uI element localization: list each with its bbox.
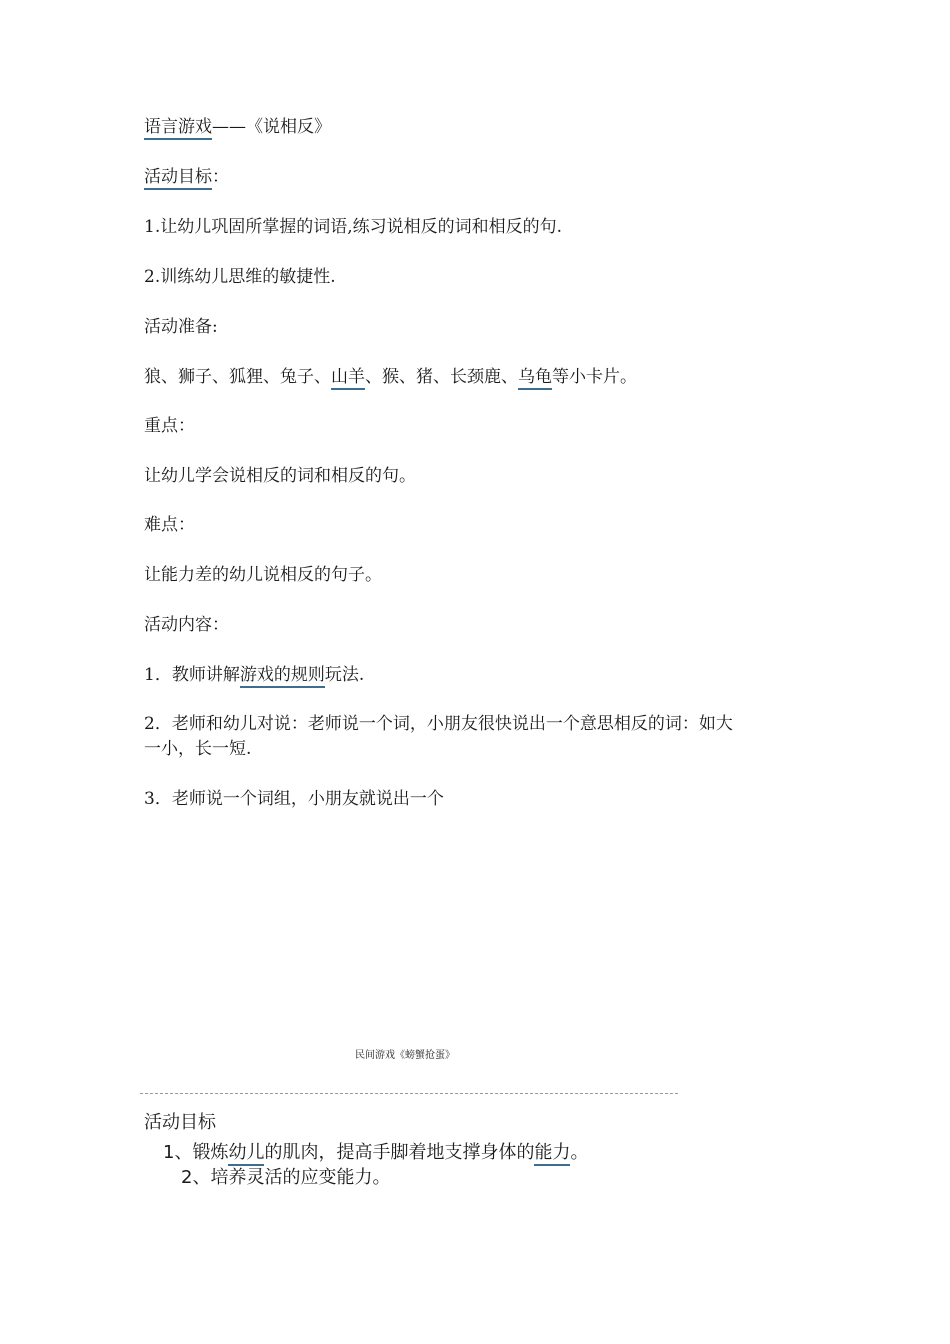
dashed-divider — [140, 1093, 678, 1094]
goal-item-1: 1.让幼儿巩固所掌握的词语,练习说相反的词和相反的句. — [144, 217, 563, 237]
content-step-3: 3．老师说一个词组，小朋友就说出一个 — [144, 789, 444, 809]
step-1-part-1: 1．教师讲解 — [144, 665, 240, 685]
content-step-1 — [144, 664, 364, 686]
content-heading: 活动内容： — [144, 615, 229, 635]
title-rest: ——《说相反》 — [212, 117, 331, 137]
footer-goal-1-part-3: 。 — [570, 1142, 589, 1163]
difficulty-text: 让能力差的幼儿说相反的句子。 — [144, 565, 382, 585]
difficulty-heading: 难点： — [144, 515, 195, 535]
prep-items — [144, 366, 637, 388]
footer-goal-heading: 活动目标 — [144, 1112, 216, 1133]
prep-items-part-1: 狼、狮子、狐狸、兔子、 — [144, 367, 331, 387]
goal-heading — [144, 166, 229, 188]
footer-goal-item-1 — [163, 1138, 588, 1164]
footer-title: 民间游戏《螃蟹抢蛋》 — [355, 1050, 455, 1061]
document-title — [144, 116, 331, 138]
goal-heading-colon: ： — [212, 167, 229, 187]
footer-goal-1-part-2: 的肌肉，提高手脚着地支撑身体的 — [264, 1142, 535, 1163]
step-1-part-2: 玩法. — [324, 665, 365, 685]
prep-heading: 活动准备: — [144, 317, 218, 337]
footer-goal-1-ability: 能力 — [534, 1142, 570, 1166]
goal-item-2: 2.训练幼儿思维的敏捷性. — [144, 267, 336, 287]
prep-item-turtle: 乌龟 — [518, 367, 552, 390]
content-step-2-line-2: 一小，长一短. — [144, 739, 252, 759]
goal-heading-text: 活动目标 — [144, 167, 212, 190]
prep-items-part-2: 、猴、猪、长颈鹿、 — [365, 367, 518, 387]
footer-goal-1-part-1: 1、锻炼 — [163, 1142, 229, 1163]
prep-item-goat: 山羊 — [331, 367, 365, 390]
key-heading: 重点： — [144, 416, 195, 436]
prep-items-part-3: 等小卡片。 — [552, 367, 637, 387]
key-text: 让幼儿学会说相反的词和相反的句。 — [144, 466, 416, 486]
content-step-2-line-1: 2．老师和幼儿对说：老师说一个词，小朋友很快说出一个意思相反的词：如大 — [144, 714, 733, 734]
step-1-underlined: 游戏的规则 — [240, 665, 325, 688]
footer-goal-item-2: 2、培养灵活的应变能力。 — [181, 1167, 391, 1188]
title-main: 语言游戏 — [144, 117, 212, 140]
footer-goal-1-children: 幼儿 — [228, 1142, 264, 1166]
